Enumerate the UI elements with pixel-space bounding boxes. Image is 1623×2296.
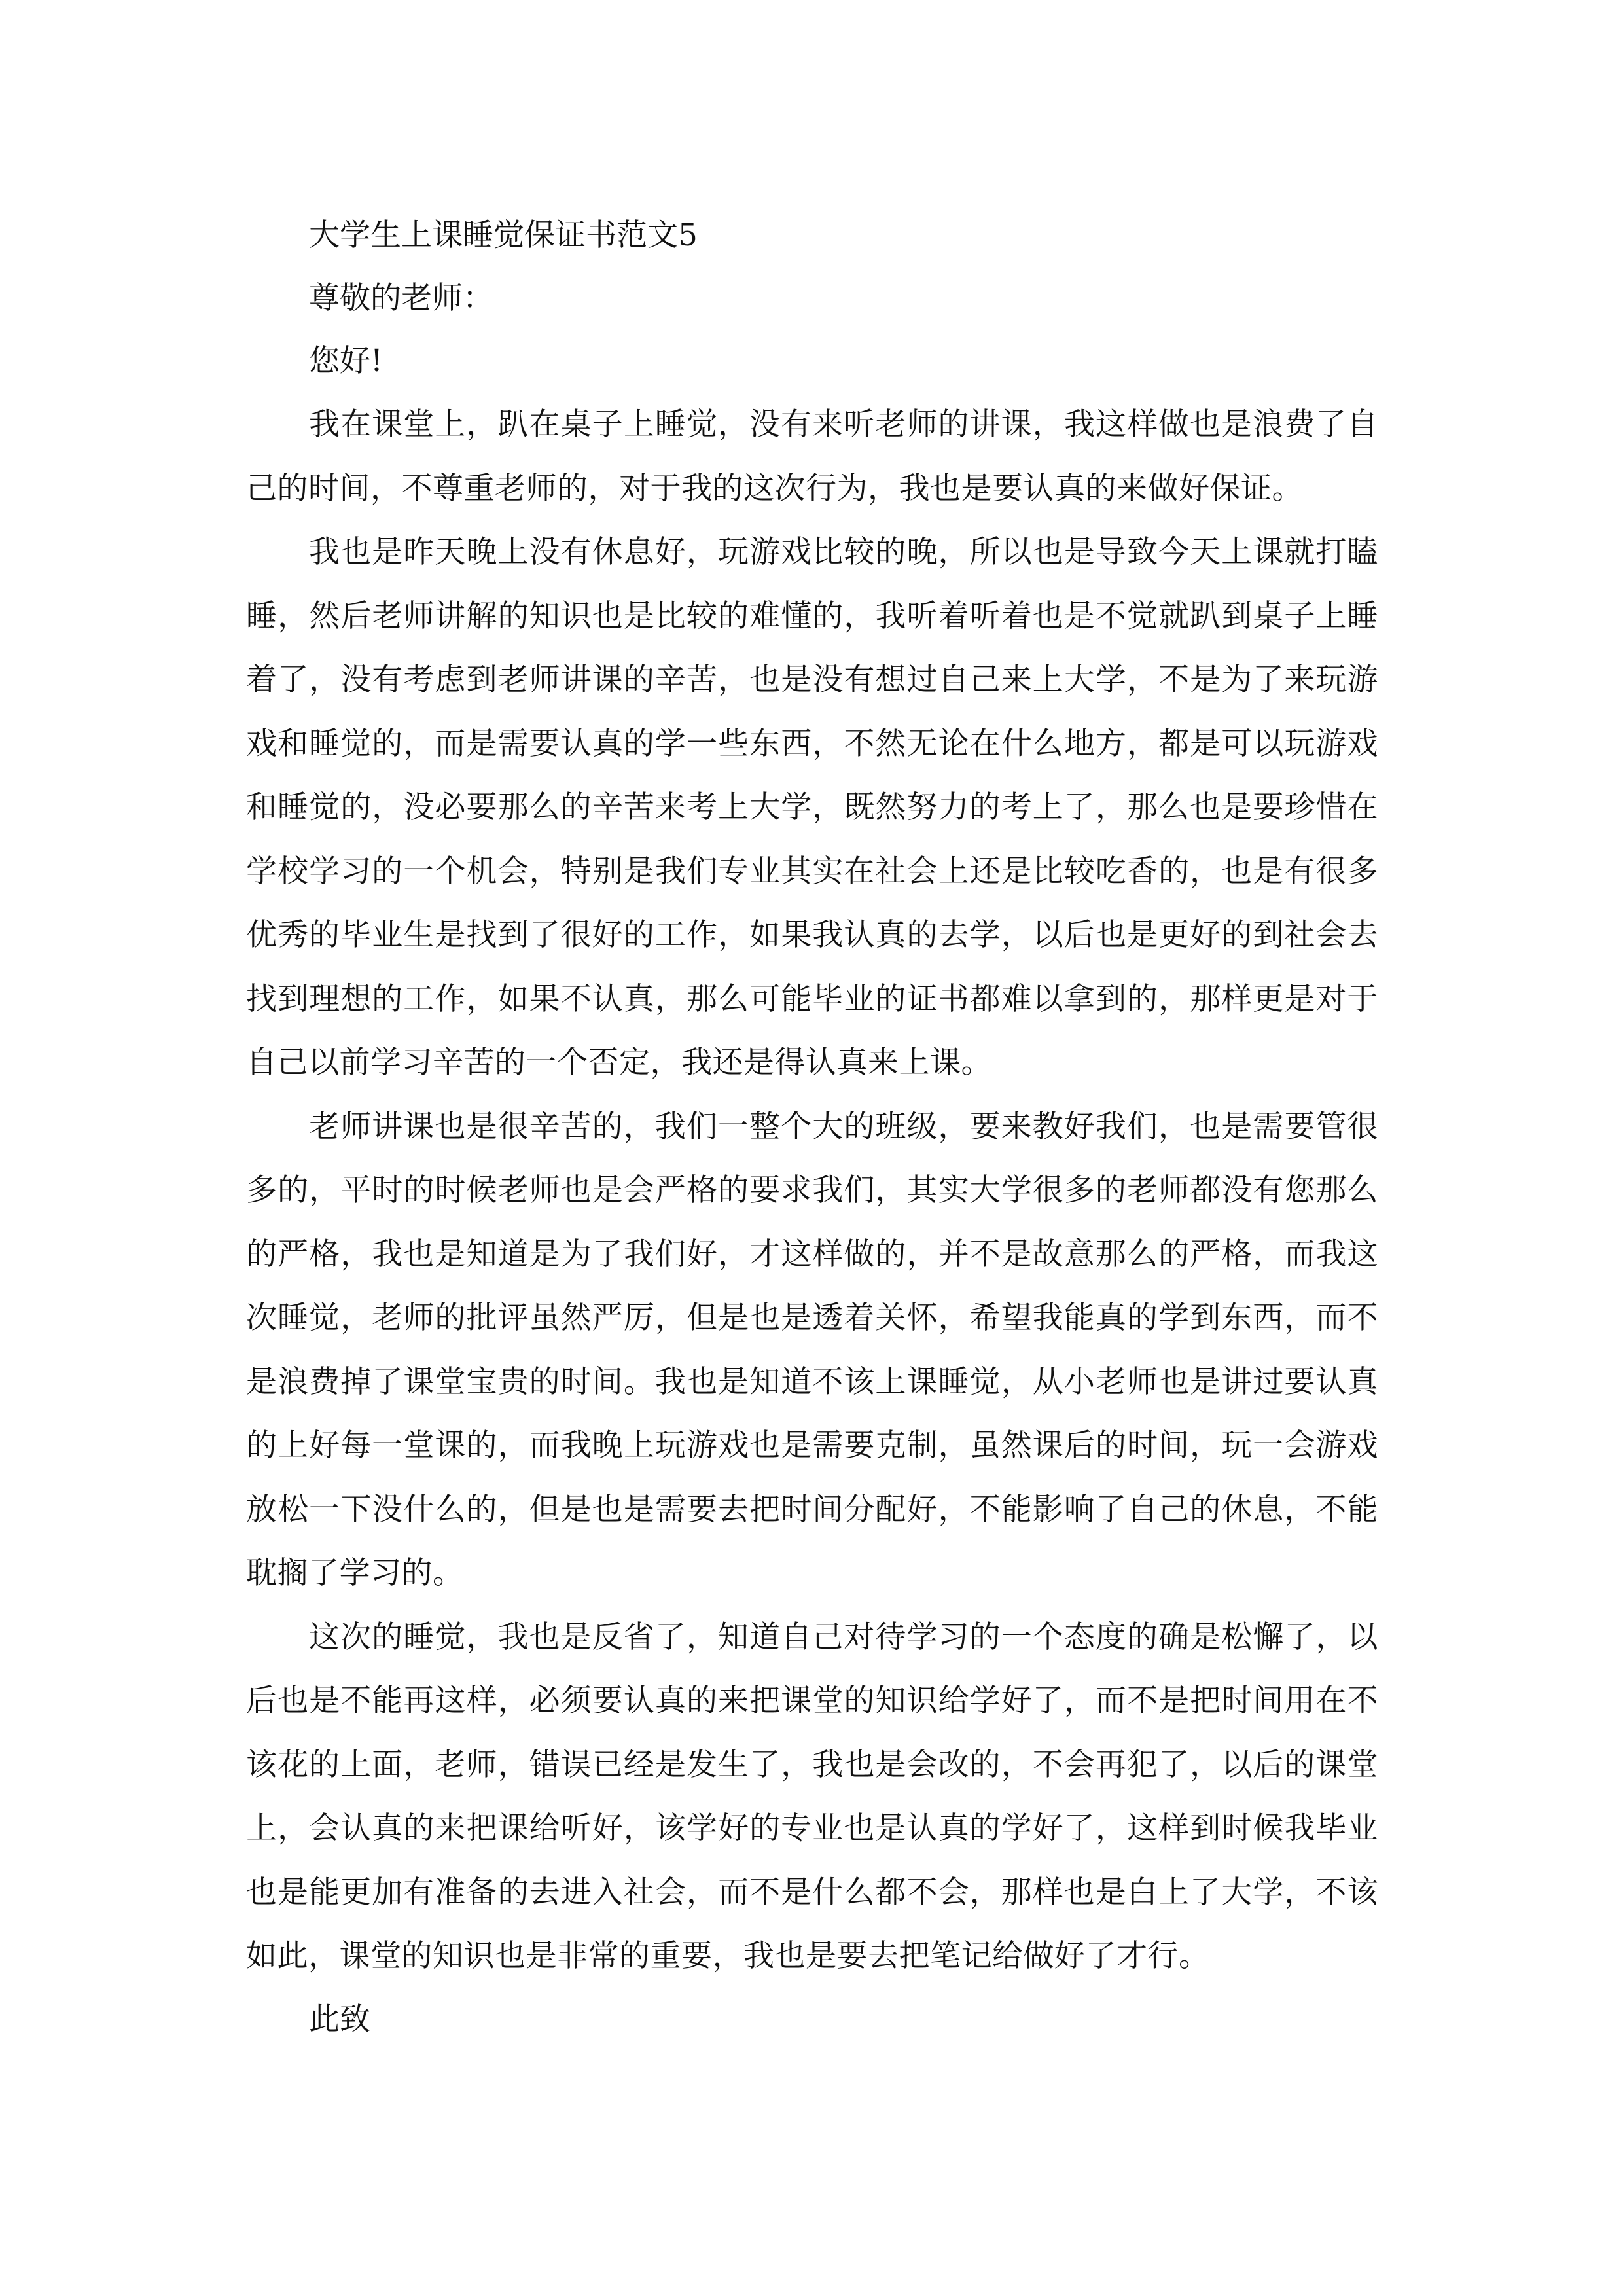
body-paragraph: 这次的睡觉，我也是反省了，知道自己对待学习的一个态度的确是松懈了，以后也是不能再这样，必须要认真的来把课堂的知识给学好了，而不是把时间用在不该花的上面，老师，错误已经是发生了，我也是会改的，不会再犯了，以后的课堂上，会认真的来把课给听好，该学好的专业也是认真的学好了，这样到时候我毕业也是能更加有准备的去进入社会，而不是什么都不会，那样也是白上了大学，不该如此，课堂的知识也是非常的重要，我也是要去把笔记给做好了才行。	[246, 1619, 1378, 1974]
body-paragraph: 老师讲课也是很辛苦的，我们一整个大的班级，要来教好我们，也是需要管很多的，平时的时候老师也是会严格的要求我们，其实大学很多的老师都没有您那么的严格，我也是知道是为了我们好，才这样做的，并不是故意那么的严格，而我这次睡觉，老师的批评虽然严厉，但是也是透着关怀，希望我能真的学到东西，而不是浪费掉了课堂宝贵的时间。我也是知道不该上课睡觉，从小老师也是讲过要认真的上好每一堂课的，而我晚上玩游戏也是需要克制，虽然课后的时间，玩一会游戏放松一下没什么的，但是也是需要去把时间分配好，不能影响了自己的休息，不能耽搁了学习的。	[246, 1108, 1378, 1591]
document-body	[246, 204, 1378, 2051]
body-paragraph: 我在课堂上，趴在桌子上睡觉，没有来听老师的讲课，我这样做也是浪费了自己的时间，不尊重老师的，对于我的这次行为，我也是要认真的来做好保证。	[246, 406, 1378, 507]
document-title: 大学生上课睡觉保证书范文5	[309, 217, 698, 253]
greeting: 您好!	[309, 343, 383, 379]
body-paragraph: 我也是昨天晚上没有休息好，玩游戏比较的晚，所以也是导致今天上课就打瞌睡，然后老师讲解的知识也是比较的难懂的，我听着听着也是不觉就趴到桌子上睡着了，没有考虑到老师讲课的辛苦，也是没有想过自己来上大学，不是为了来玩游戏和睡觉的，而是需要认真的学一些东西，不然无论在什么地方，都是可以玩游戏和睡觉的，没必要那么的辛苦来考上大学，既然努力的考上了，那么也是要珍惜在学校学习的一个机会，特别是我们专业其实在社会上还是比较吃香的，也是有很多优秀的毕业生是找到了很好的工作，如果我认真的去学，以后也是更好的到社会去找到理想的工作，如果不认真，那么可能毕业的证书都难以拿到的，那样更是对于自己以前学习辛苦的一个否定，我还是得认真来上课。	[246, 534, 1378, 1081]
salutation: 尊敬的老师：	[309, 280, 493, 316]
closing: 此致	[309, 2001, 370, 2037]
